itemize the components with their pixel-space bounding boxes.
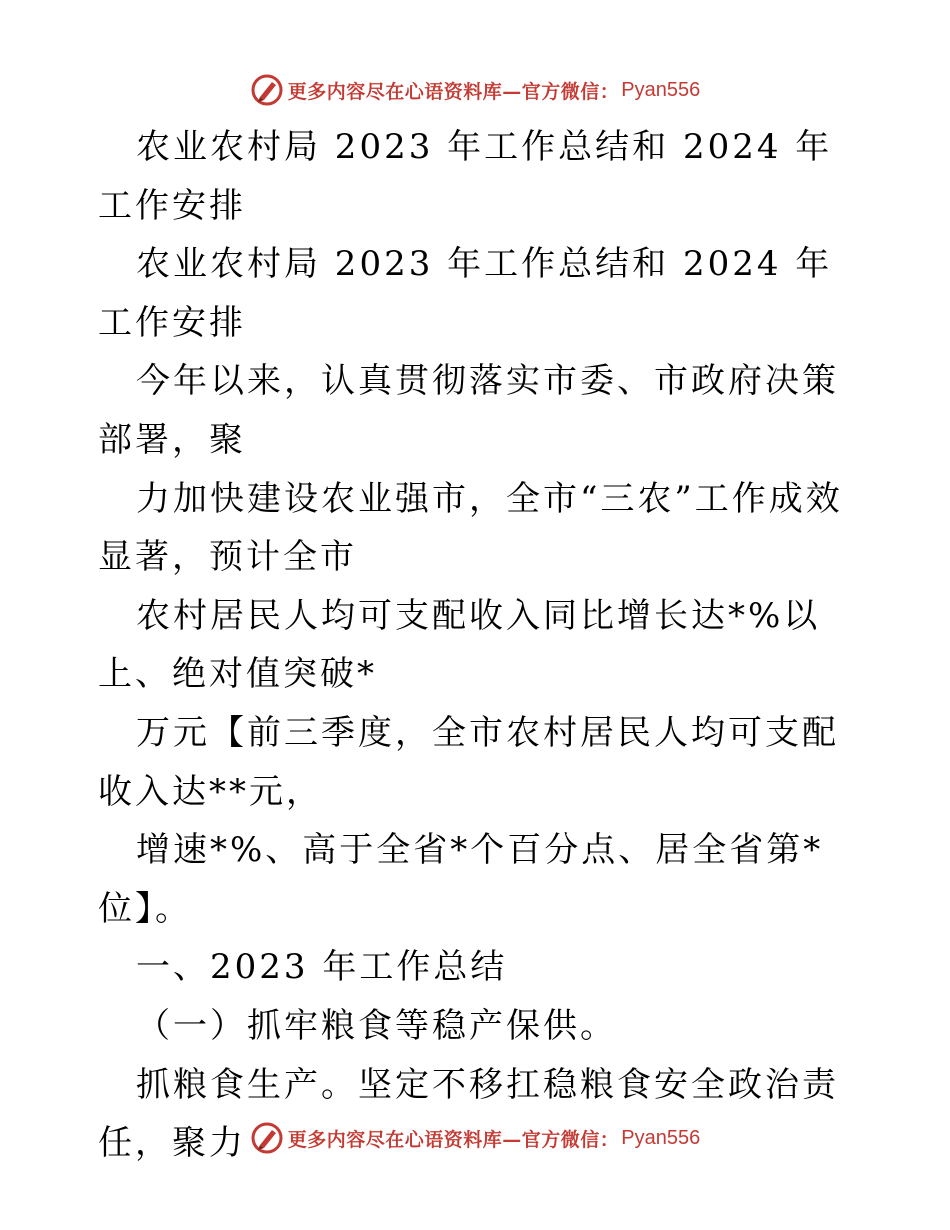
doc-paragraph: 力加快建设农业强市，全市“三农”工作成效显著，预计全市 bbox=[98, 478, 843, 578]
subsection-heading: （一）抓牢粮食等稳产保供。 bbox=[136, 1005, 617, 1046]
section-heading: 一、2023 年工作总结 bbox=[136, 947, 508, 988]
pen-logo-icon bbox=[250, 73, 284, 107]
pen-logo-icon bbox=[250, 1121, 284, 1155]
doc-title: 农业农村局 2023 年工作总结和 2024 年工作安排 bbox=[98, 127, 833, 226]
header-watermark bbox=[0, 70, 950, 110]
footer-watermark bbox=[0, 1118, 950, 1158]
doc-paragraph: 今年以来，认真贯彻落实市委、市政府决策部署，聚 bbox=[98, 361, 839, 460]
watermark-account: Pyan556 bbox=[621, 78, 701, 101]
doc-paragraph: 农村居民人均可支配收入同比增长达*%以上、绝对值突破* bbox=[98, 595, 821, 695]
doc-paragraph: 增速*%、高于全省*个百分点、居全省第*位】。 bbox=[98, 830, 824, 929]
doc-paragraph: 万元【前三季度，全市农村居民人均可支配收入达**元， bbox=[98, 712, 839, 812]
doc-paragraph: 抓粮食生产。坚定不移扛稳粮食安全政治责任，聚力 bbox=[98, 1064, 839, 1164]
watermark-text: 更多内容尽在心语资料库—官方微信： bbox=[287, 1128, 620, 1151]
watermark-text: 更多内容尽在心语资料库—官方微信： bbox=[287, 80, 620, 103]
document-body bbox=[98, 118, 858, 1173]
watermark-account: Pyan556 bbox=[621, 1126, 701, 1149]
doc-title-repeat: 农业农村局 2023 年工作总结和 2024 年工作安排 bbox=[98, 244, 833, 343]
